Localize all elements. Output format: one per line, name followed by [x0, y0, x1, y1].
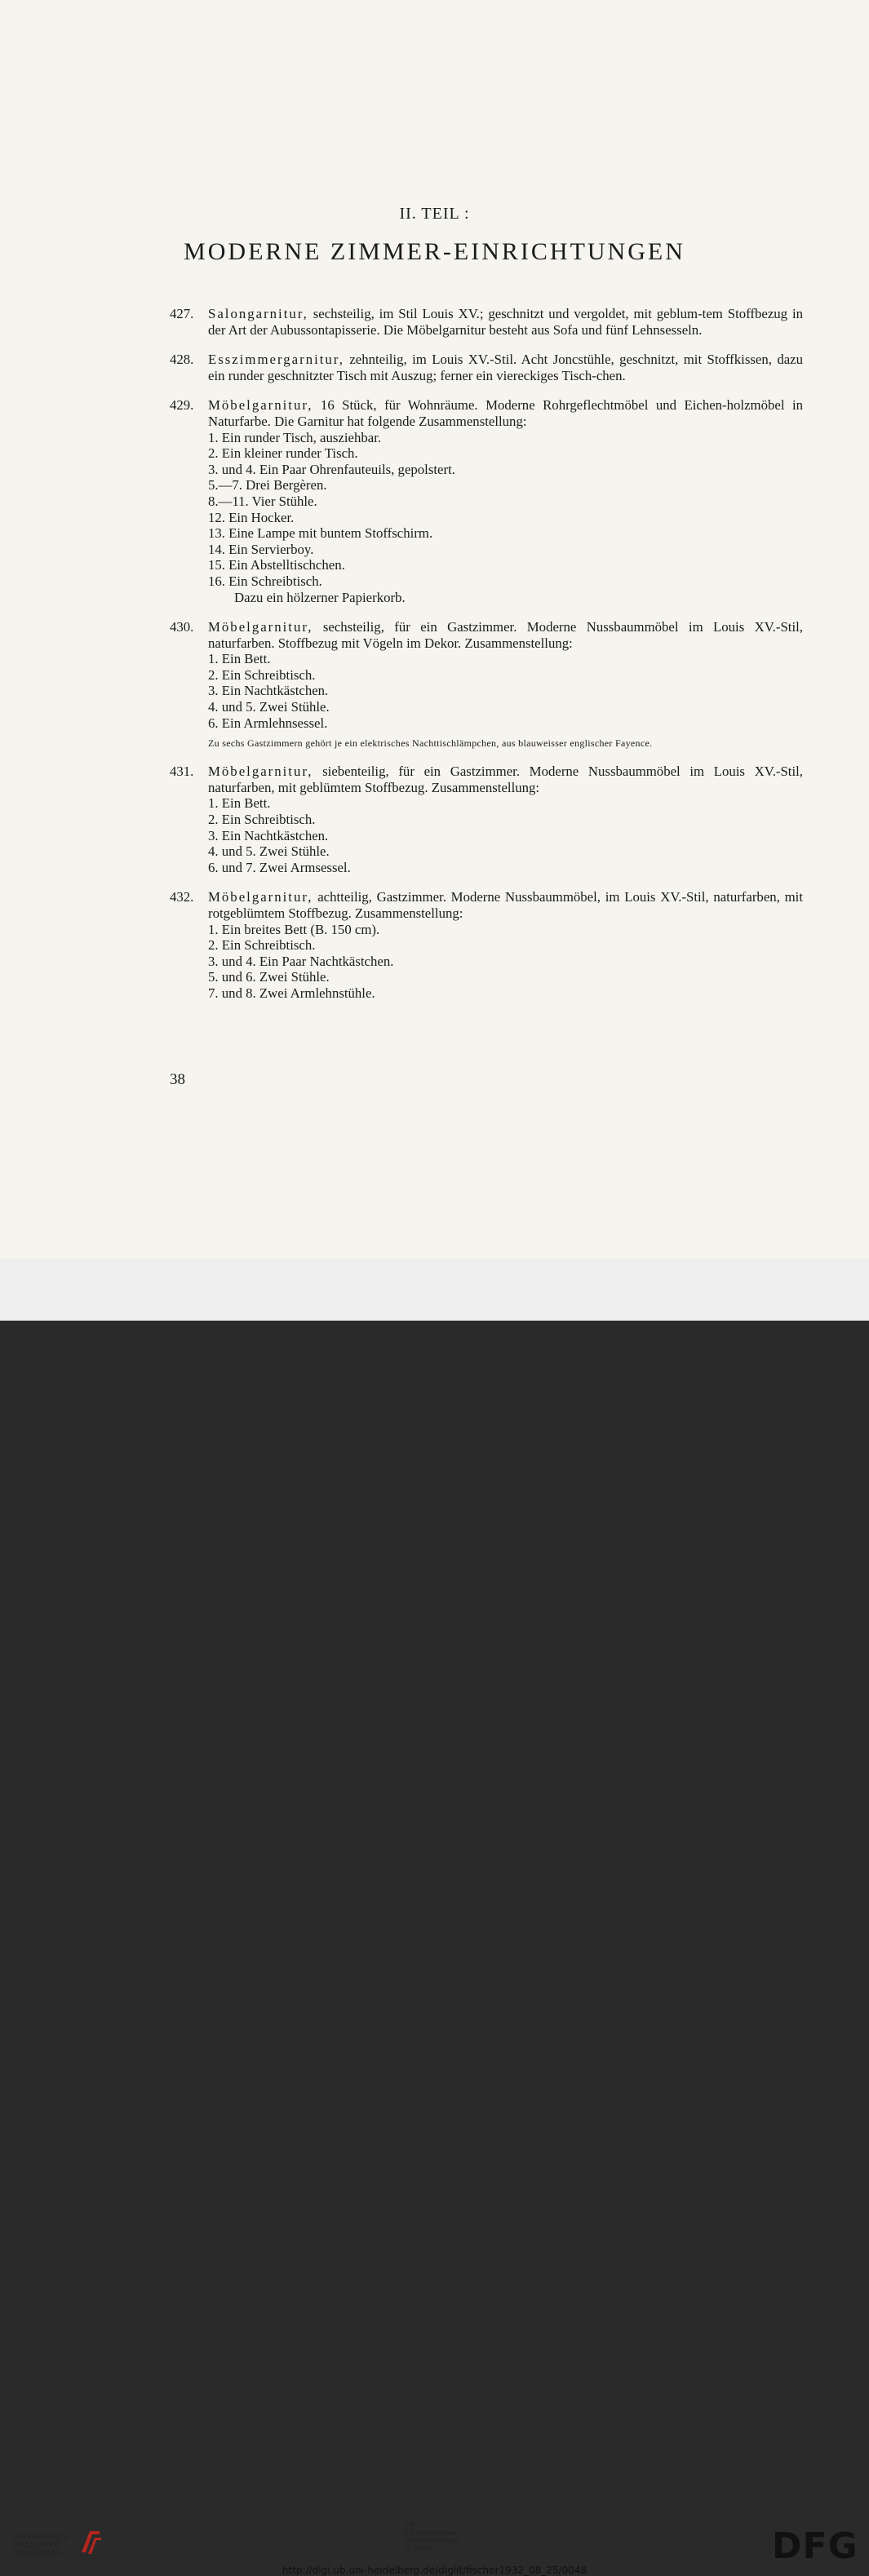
item-list: [208, 795, 803, 875]
entry-text: 16 Stück, für Wohnräume. Moderne Rohrgeflechtmöbel und Eichen-holzmöbel in Naturfarbe. Die Garnitur hat folgende Zusammenstellung:: [208, 397, 803, 429]
list-item: 3. und 4. Ein Paar Ohrenfauteuils, gepolstert.: [208, 461, 455, 477]
dfg-logo[interactable]: DFG: [772, 2525, 858, 2567]
entry-description: [208, 306, 803, 338]
list-item: 14. Ein Servierboy.: [208, 541, 314, 557]
list-item: 2. Ein Schreibtisch.: [208, 666, 316, 683]
list-item: 8.—11. Vier Stühle.: [208, 493, 317, 509]
list-item: 16. Ein Schreibtisch.: [208, 573, 322, 589]
library-emblem-icon: [78, 2528, 103, 2557]
entry-number: 429.: [170, 397, 194, 414]
list-item: 5.—7. Drei Bergèren.: [208, 477, 327, 494]
entry-keyword: Möbelgarnitur,: [208, 764, 313, 780]
item-list: [208, 651, 803, 731]
part-heading: II. TEIL :: [399, 205, 470, 223]
list-item: 2. Ein kleiner runder Tisch.: [208, 445, 358, 462]
list-item: 1. Ein Bett.: [208, 651, 271, 667]
logo-text-line: UNIVERSITÄTS-: [13, 2534, 72, 2542]
university-library-logo[interactable]: [13, 2534, 71, 2558]
logo-text-line: HEIDELBERG: [13, 2550, 63, 2558]
scanned-page: [0, 0, 869, 1259]
entry-text: achtteilig, Gastzimmer. Moderne Nussbaummöbel, im Louis XV.-Stil, naturfarben, mit rotgeblümtem Stoffbezug. Zusammenstellung:: [208, 889, 803, 921]
entry-description: [208, 619, 803, 651]
list-item: 2. Ein Schreibtisch.: [208, 812, 316, 828]
logo-text-line: B Kunstbibliothek: [404, 2529, 458, 2537]
section-title: MODERNE ZIMMER-EINRICHTUNGEN: [184, 238, 685, 265]
list-item: 15. Ein Abstelltischchen.: [208, 557, 345, 573]
catalog-entry-427: [170, 306, 803, 338]
entry-note: Zu sechs Gastzimmern gehört je ein elektrisches Nachttischlämpchen, aus blauweisser englischer Fayence.: [208, 737, 653, 750]
entry-text: sechsteilig, im Stil Louis XV.; geschnitzt und vergoldet, mit geblum-tem Stoffbezug in der Art der Aubussontapisserie. Die Möbelgarnitur besteht aus Sofa und fünf Lehnsesseln.: [208, 306, 803, 338]
entry-description: [208, 764, 803, 795]
entry-keyword: Möbelgarnitur,: [208, 619, 313, 635]
list-item: 1. Ein breites Bett (B. 150 cm).: [208, 921, 380, 937]
list-item: 3. und 4. Ein Paar Nachtkästchen.: [208, 953, 394, 969]
catalog-entry-430: [170, 619, 803, 750]
entry-description: [208, 397, 803, 429]
entry-keyword: Möbelgarnitur,: [208, 397, 313, 414]
list-item: 4. und 5. Zwei Stühle.: [208, 699, 330, 715]
logo-text-line: BIBLIOTHEK: [13, 2542, 60, 2550]
entry-number: 432.: [170, 889, 194, 905]
entry-trailer: Dazu ein hölzerner Papierkorb.: [234, 589, 406, 605]
entry-text: zehnteilig, im Louis XV.-Stil. Acht Joncstühle, geschnitzt, mit Stoffkissen, dazu ein runder geschnitzter Tisch mit Auszug; ferner ein viereckiges Tisch-chen.: [208, 352, 803, 383]
entry-keyword: Esszimmergarnitur,: [208, 352, 344, 368]
list-item: 12. Ein Hocker.: [208, 509, 295, 525]
entry-number: 431.: [170, 764, 194, 780]
catalog-entry-431: [170, 764, 803, 875]
list-item: 3. Ein Nachtkästchen.: [208, 827, 329, 843]
entry-text: sechsteilig, für ein Gastzimmer. Moderne Nussbaummöbel im Louis XV.-Stil, naturfarben. Stoffbezug mit Vögeln im Dekor. Zusammenstellung:: [208, 619, 803, 651]
logo-text-line: Staatliche Museen: [404, 2537, 460, 2544]
item-list: [208, 922, 803, 1002]
entry-description: [208, 352, 803, 383]
item-list: [208, 430, 803, 590]
list-item: 3. Ein Nachtkästchen.: [208, 683, 329, 699]
catalog-entry-429: [170, 397, 803, 605]
entry-text: siebenteilig, für ein Gastzimmer. Moderne Nussbaummöbel im Louis XV.-Stil, naturfarben, mit geblümtem Stoffbezug. Zusammenstellung:: [208, 764, 803, 795]
list-item: 4. und 5. Zwei Stühle.: [208, 843, 330, 860]
list-item: 7. und 8. Zwei Armlehnstühle.: [208, 985, 375, 1001]
permalink-url[interactable]: http://digi.ub.uni-heidelberg.de/diglit/fischer1932_08_25/0048: [282, 2565, 587, 2576]
entry-number: 428.: [170, 352, 194, 368]
page-number: 38: [170, 1071, 185, 1088]
entry-description: [208, 889, 803, 921]
list-item: 2. Ein Schreibtisch.: [208, 937, 316, 954]
list-item: 1. Ein runder Tisch, ausziehbar.: [208, 429, 382, 445]
list-item: 6. und 7. Zwei Armsessel.: [208, 859, 351, 875]
list-item: 5. und 6. Zwei Stühle.: [208, 969, 330, 985]
entry-number: 427.: [170, 306, 194, 321]
logo-text-line: S M: [404, 2521, 415, 2529]
museum-logo[interactable]: [404, 2521, 460, 2552]
list-item: 1. Ein Bett.: [208, 795, 271, 812]
list-item: 6. Ein Armlehnsessel.: [208, 715, 328, 731]
viewer-footer: [0, 1259, 869, 2576]
catalog-entries: [170, 306, 803, 1016]
entry-keyword: Möbelgarnitur,: [208, 889, 313, 905]
logo-text-line: zu Berlin: [404, 2544, 431, 2552]
entry-keyword: Salongarnitur,: [208, 306, 308, 321]
entry-number: 430.: [170, 619, 194, 635]
catalog-entry-432: [170, 889, 803, 1001]
list-item: 13. Eine Lampe mit buntem Stoffschirm.: [208, 525, 433, 542]
catalog-entry-428: [170, 352, 803, 383]
